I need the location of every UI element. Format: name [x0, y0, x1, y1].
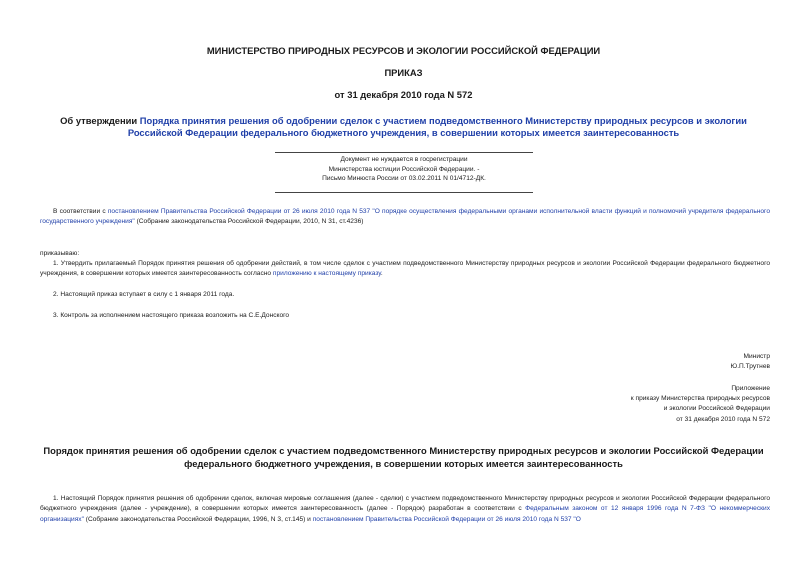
registration-note-line: Письмо Минюста России от 03.02.2011 N 01/4712-ДК.: [322, 175, 486, 182]
item-1-text: 1. Утвердить прилагаемый Порядок принятия решения об одобрении действий, в том числе сделок с участием подведомственного Министерству природных ресурсов и экологии Российской Федерации федерального бюджетного учреждения, в совершении которых имеется заинтересованность согласно: [40, 260, 770, 278]
item-1: [40, 259, 770, 280]
divider-bottom: [275, 192, 533, 193]
signature-block: [731, 352, 770, 372]
appendix-note: [631, 384, 770, 425]
preamble-text: В соответствии с: [53, 208, 108, 215]
item-2: 2. Настоящий приказ вступает в силу с 1 января 2011 года.: [53, 291, 235, 298]
procedure-section-title: Порядок принятия решения об одобрении сделок с участием подведомственного Министерству природных ресурсов и экологии Российской Федерации федерального бюджетного учреждения, в совершении которых имеется заинтересованность: [43, 445, 764, 469]
order-word: приказываю:: [40, 250, 80, 257]
doc-type-heading: ПРИКАЗ: [384, 67, 423, 78]
procedure-p1-text: 1. Настоящий Порядок принятия решения об одобрении сделок, включая мировые соглашения (далее - сделки) с участием подведомственного Министерству природных ресурсов и экологии Российской Федерации федерального бюджетного учреждения (далее - учреждение), в совершении которых имеется заинтересованность (далее - Порядок) разработан в соответствии с: [40, 495, 770, 513]
procedure-link[interactable]: Порядка принятия решения об одобрении сделок с участием подведомственного Министерству природных ресурсов и экологии Российской Федерации федерального бюджетного учреждения, в совершении которых имеется заинтересованность: [127, 115, 747, 138]
appendix-note-line: от 31 декабря 2010 года N 572: [676, 415, 770, 423]
signature-name: Ю.П.Трутнев: [730, 363, 770, 371]
item-3: 3. Контроль за исполнением настоящего приказа возложить на С.Е.Донского: [53, 312, 290, 319]
appendix-link[interactable]: приложению к настоящему приказу: [272, 270, 381, 278]
federal-law-7fz-link[interactable]: Федеральным законом от 12 января 1996 года N 7-ФЗ "О некоммерческих организациях": [40, 505, 770, 523]
appendix-note-line: и экологии Российской Федерации: [663, 405, 770, 413]
registration-note-line: Министерства юстиции Российской Федерации. -: [328, 165, 480, 173]
procedure-paragraph-1: [40, 494, 770, 525]
resolution-537-link[interactable]: постановлением Правительства Российской Федерации от 26 июля 2010 года N 537 "О порядке осуществления федеральными органами исполнительной власти функций и полномочий учредителя федерального государственного учреждения": [40, 208, 770, 226]
order-date-number: от 31 декабря 2010 года N 572: [334, 89, 473, 100]
ministry-heading: МИНИСТЕРСТВО ПРИРОДНЫХ РЕСУРСОВ И ЭКОЛОГИИ РОССИЙСКОЙ ФЕДЕРАЦИИ: [206, 45, 601, 56]
order-title: [40, 115, 767, 139]
registration-note-line: Документ не нуждается в госрегистрации: [340, 156, 468, 163]
divider-top: [275, 152, 533, 153]
appendix-note-line: к приказу Министерства природных ресурсов: [630, 395, 770, 403]
item-1-end: .: [380, 270, 383, 278]
preamble-source: (Собрание законодательства Российской Федерации, 2010, N 31, ст.4236): [134, 218, 364, 226]
procedure-p1-text-2: (Собрание законодательства Российской Федерации, 1996, N 3, ст.145) и: [83, 515, 313, 523]
resolution-537-link-2[interactable]: постановлением Правительства Российской Федерации от 26 июля 2010 года N 537 "О: [312, 515, 581, 523]
preamble-paragraph: [40, 207, 770, 228]
order-title-prefix: Об утверждении: [60, 115, 140, 126]
registration-note: [275, 155, 533, 184]
signature-position: Министр: [743, 353, 770, 360]
appendix-note-line: Приложение: [731, 385, 770, 392]
